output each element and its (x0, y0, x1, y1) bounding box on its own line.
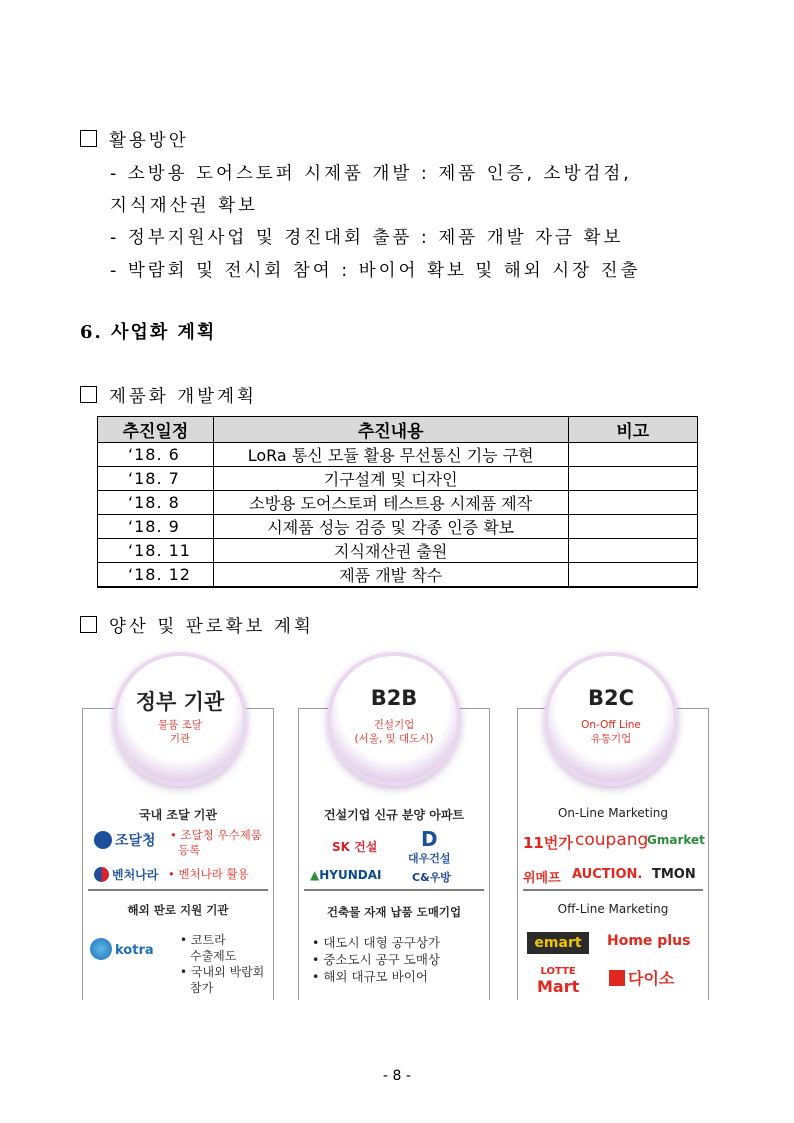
gov-top-title: 국내 조달 기관 (139, 808, 217, 822)
lotte-mart-logo: LOTTE Mart (537, 966, 580, 996)
kotra-logo: kotra (90, 938, 154, 960)
cell-content: LoRa 통신 모듈 활용 무선통신 기능 구현 (213, 443, 568, 467)
auction-logo: AUCTION. (572, 867, 643, 882)
daiso-logo: 다이소 (609, 966, 674, 989)
kotra-bullets: • 코트라 수출제도 • 국내외 박람회 참가 (180, 933, 265, 995)
b2b-circle-title: B2B (370, 686, 418, 710)
wemakeprice-logo: 위메프 (523, 871, 561, 886)
checkbox-square-icon (80, 616, 97, 633)
venture-bullet: • 벤처나라 활용 (168, 867, 249, 881)
table-row (98, 491, 698, 515)
cell-date: ‘18. 6 (98, 443, 214, 467)
pps-logo: 조달청 (94, 830, 156, 850)
cell-date: ‘18. 7 (98, 467, 214, 491)
cell-date: ‘18. 8 (98, 491, 214, 515)
cell-note (568, 491, 698, 515)
header-content: 추진내용 (213, 417, 568, 443)
hyundai-triangle-icon: ▲ (310, 868, 320, 882)
b2b-circle-sub: 건설기업 (서울, 및 대도시) (354, 719, 434, 745)
venture-logo: 벤처나라 (94, 866, 158, 883)
cell-note (568, 467, 698, 491)
gov-bottom-title: 해외 판로 지원 기관 (127, 903, 229, 917)
table-header-row (98, 417, 698, 443)
11st-logo: 11번가 (523, 834, 573, 852)
cell-note (568, 539, 698, 563)
header-note: 비고 (568, 417, 698, 443)
daewoo-logo: D 대우건설 (408, 827, 451, 865)
tmon-logo: TMON (652, 867, 696, 882)
page-number: - 8 - (383, 1068, 411, 1084)
header-schedule: 추진일정 (98, 417, 214, 443)
cell-date: ‘18. 9 (98, 515, 214, 539)
cell-content: 지식재산권 출원 (213, 539, 568, 563)
cell-content: 시제품 성능 검증 및 각종 인증 확보 (213, 515, 568, 539)
pps-emblem-icon (94, 831, 112, 849)
development-plan-table (97, 416, 698, 588)
cell-note (568, 515, 698, 539)
usage-line: - 소방용 도어스토퍼 시제품 개발 : 제품 인증, 소방검점, (110, 164, 632, 184)
daewoo-mark-icon: D (420, 827, 438, 851)
b2b-bullets: • 대도시 대형 공구상가 • 중소도시 공구 도매상 • 해외 대규모 바이어 (312, 935, 440, 984)
section-heading: 6. 사업화 계획 (80, 322, 217, 343)
cell-content: 제품 개발 착수 (213, 563, 568, 588)
b2c-circle-title: B2C (587, 686, 635, 710)
gmarket-logo: Gmarket (647, 833, 705, 847)
table-row (98, 467, 698, 491)
table-row (98, 539, 698, 563)
cell-note (568, 443, 698, 467)
cnu-logo: C&우방 (412, 871, 451, 884)
checkbox-square-icon (80, 386, 97, 403)
b2c-circle-sub: On-Off Line 유통기업 (581, 719, 641, 745)
b2c-top-title: On-Line Marketing (557, 806, 668, 820)
plan-section-title: 제품화 개발계획 (80, 383, 257, 408)
cell-content: 기구설계 및 디자인 (213, 467, 568, 491)
coupang-logo: coupang (575, 830, 649, 850)
taegeuk-icon (94, 867, 109, 882)
globe-icon (90, 938, 112, 960)
b2b-top-title: 건설기업 신규 분양 아파트 (323, 808, 465, 822)
cell-date: ‘18. 12 (98, 563, 214, 588)
table-row (98, 515, 698, 539)
sk-logo: SK 건설 (332, 840, 378, 854)
cell-content: 소방용 도어스토퍼 테스트용 시제품 제작 (213, 491, 568, 515)
daiso-mark-icon (609, 970, 625, 986)
gov-circle (113, 652, 247, 786)
usage-line: - 정부지원사업 및 경진대회 출품 : 제품 개발 자금 확보 (110, 228, 624, 248)
cell-date: ‘18. 11 (98, 539, 214, 563)
hyundai-logo: ▲HYUNDAI (310, 868, 382, 882)
usage-line: - 박람회 및 전시회 참여 : 바이어 확보 및 해외 시장 진출 (110, 261, 641, 281)
table-row (98, 563, 698, 588)
gov-panel (82, 690, 274, 1000)
pps-bullets: • 조달청 우수제품 등록 (170, 828, 262, 857)
homeplus-logo: Home plus (607, 933, 691, 949)
b2b-circle (327, 652, 461, 786)
gov-circle-sub: 물품 조달 기관 (158, 719, 202, 745)
b2c-panel (517, 686, 709, 1000)
b2b-panel (298, 686, 490, 1000)
usage-section-title: 활용방안 (80, 127, 189, 152)
b2c-circle (544, 652, 678, 786)
b2b-bottom-title: 건축물 자재 납품 도매기업 (326, 905, 462, 919)
usage-line: 지식재산권 확보 (110, 196, 258, 216)
checkbox-square-icon (80, 130, 97, 147)
table-row (98, 443, 698, 467)
cell-note (568, 563, 698, 588)
emart-logo: emart (527, 932, 589, 954)
sales-section-title: 양산 및 판로확보 계획 (80, 613, 314, 638)
gov-circle-title: 정부 기관 (135, 690, 225, 714)
b2c-bottom-title: Off-Line Marketing (557, 902, 669, 916)
